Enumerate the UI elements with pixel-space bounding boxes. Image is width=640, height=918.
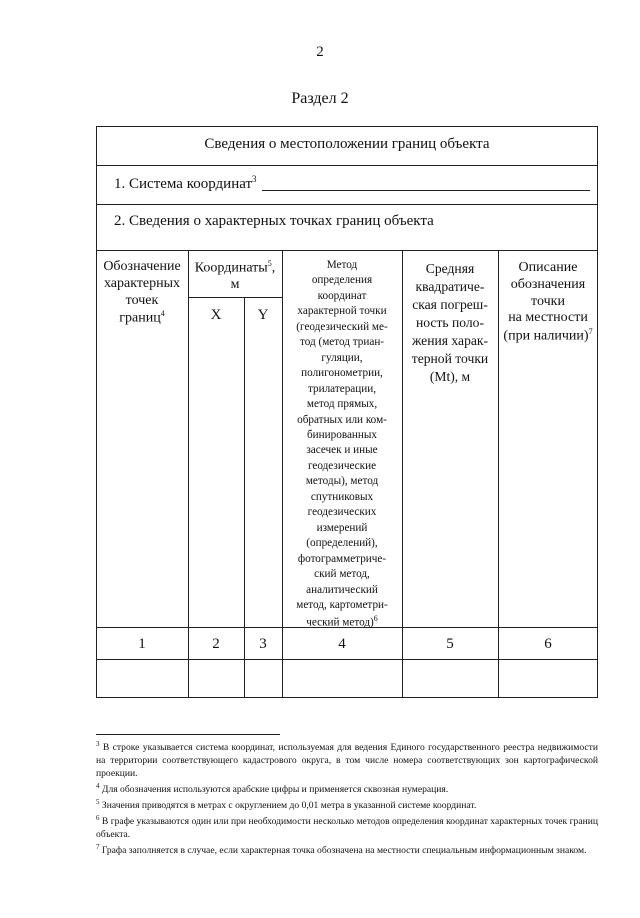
column-number: 6 xyxy=(544,636,552,652)
footnotes xyxy=(96,740,598,859)
column-number: 2 xyxy=(212,636,220,652)
table-row[interactable] xyxy=(96,660,598,697)
column-number: 5 xyxy=(446,636,454,652)
header-mean-error: Средняя квадратиче- ская погреш- ность поло- жения харак- терной точки (Mt), м xyxy=(411,261,489,385)
coords-subheader-divider xyxy=(188,297,282,298)
char-points-label: 2. Сведения о характерных точках границ объекта xyxy=(114,213,434,229)
page-number: 2 xyxy=(316,44,324,60)
footnote-item: $^7$ Графа заполняется в случае, если характерная точка обозначена на местности специальным информационным знаком. xyxy=(96,843,587,857)
footnote-item: $^3$ В строке указывается система координат, используемая для ведения Единого государственного реестра недвижимости на территории соответствующего кадастрового округа, в том числе номера соответствующих зон картографической проекции. xyxy=(96,740,598,780)
footnote-item: $^6$ В графе указываются один или при необходимости несколько методов определения координат характерных точек границ объекта. xyxy=(96,814,598,841)
footnote-ref: 7 xyxy=(588,327,593,337)
header-x: X xyxy=(210,307,222,323)
column-number: 3 xyxy=(259,636,267,652)
footnote-item: $^4$ Для обозначения используются арабские цифры и применяется сквозная нумерация. xyxy=(96,782,449,796)
footnote-item: $^5$ Значения приводятся в метрах с округлением до 0,01 метра в указанной системе координат. xyxy=(96,798,477,812)
footnote-ref: 3 xyxy=(252,174,257,184)
column-number: 1 xyxy=(138,636,146,652)
coord-system-label: 1. Система координат$^3$ xyxy=(114,174,257,192)
header-description: Описание обозначения точки на местности (при наличии)$^7$ xyxy=(503,260,593,344)
table-divider xyxy=(96,204,598,205)
header-y: Y xyxy=(257,307,269,323)
footnote-ref: 4 xyxy=(160,309,165,319)
header-coordinates: Координаты$^5$, м xyxy=(194,259,276,293)
table-divider xyxy=(96,250,598,251)
section-title: Раздел 2 xyxy=(291,90,349,107)
table-divider xyxy=(96,165,598,166)
header-method: Метод определения координат характерной точки (геодезический ме- тод (метод триан- гуляции, полигонометрии, трилатерации, метод прямых, обратных или ком- бинированных засечек и иные геодезические методы), метод спутниковых геодезических измерений (определений), фотограмметриче- ский метод, аналитический метод, картометри- ческий метод)$^6$ xyxy=(296,259,388,630)
footnote-rule xyxy=(96,734,280,735)
table-title: Сведения о местоположении границ объекта xyxy=(204,136,490,152)
footnote-ref: 6 xyxy=(373,614,378,624)
coord-system-field[interactable] xyxy=(262,190,590,191)
footnote-ref: 5 xyxy=(267,259,272,268)
column-number: 4 xyxy=(338,636,346,652)
header-designation: Обозначение характерных точек границ$^4$ xyxy=(103,259,181,327)
